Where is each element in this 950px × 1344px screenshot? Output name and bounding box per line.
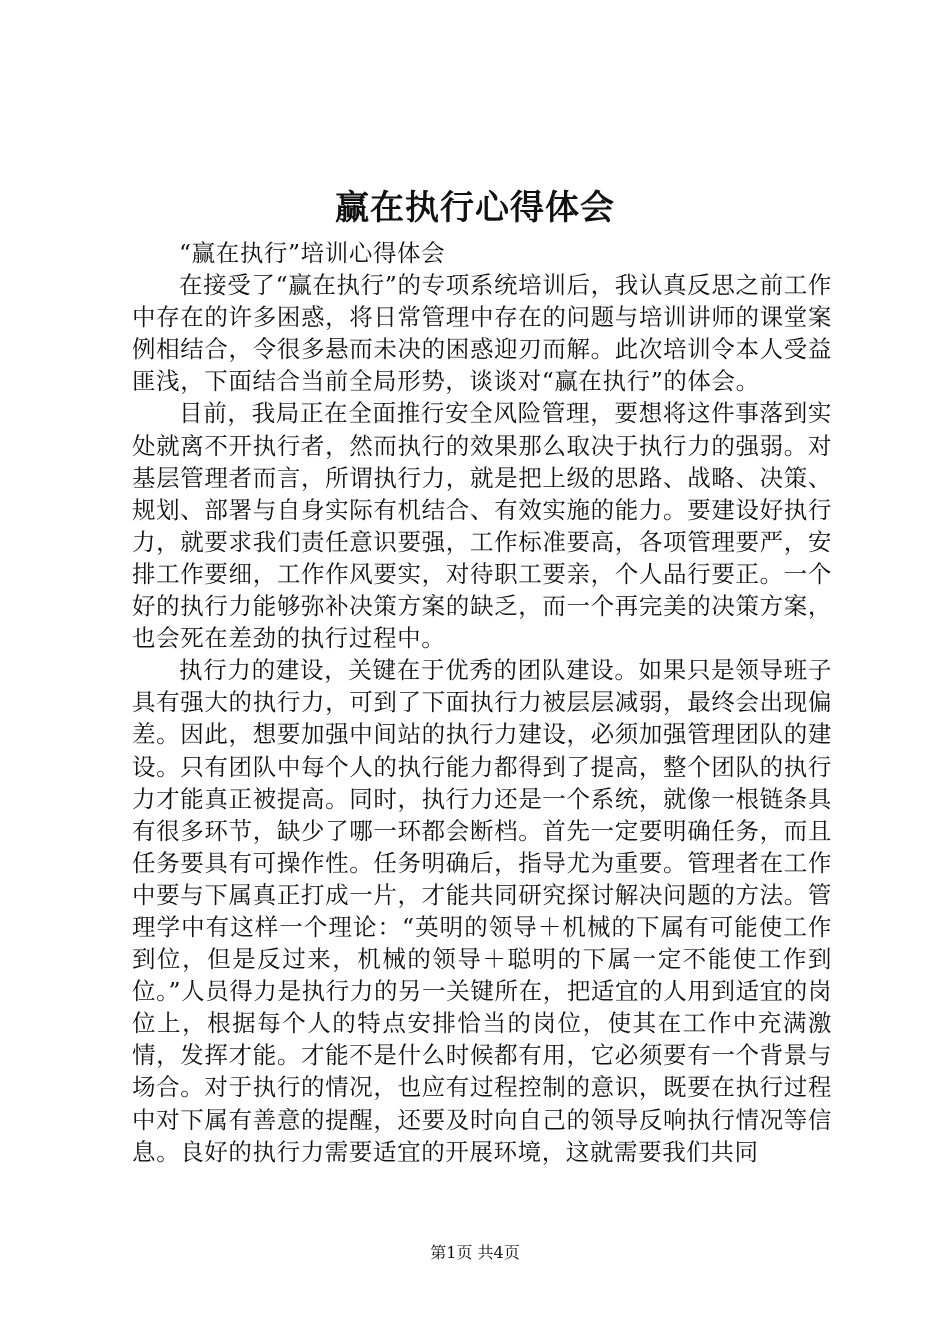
subtitle-paragraph: “赢在执行”培训心得体会 bbox=[179, 239, 446, 267]
body-paragraph: 目前，我局正在全面推行安全风险管理，要想将这件事落到实处就离不开执行者，然而执行的效果那么取决于执行力的强弱。对基层管理者而言，所谓执行力，就是把上级的思路、战略、决策、规划、部署与自身实际有机结合、有效实施的能力。要建设好执行力，就要求我们责任意识要强，工作标准要高，各项管理要严，安排工作要细，工作作风要实，对待职工要亲，个人品行要正。一个好的执行力能够弥补决策方案的缺乏，而一个再完美的决策方案，也会死在差劲的执行过程中。 bbox=[132, 399, 832, 653]
page-number-footer: 第1页 共4页 bbox=[430, 1243, 520, 1262]
body-paragraph: 执行力的建设，关键在于优秀的团队建设。如果只是领导班子具有强大的执行力，可到了下面执行力被层层减弱，最终会出现偏差。因此，想要加强中间站的执行力建设，必须加强管理团队的建设。只有团队中每个人的执行能力都得到了提高，整个团队的执行力才能真正被提高。同时，执行力还是一个系统，就像一根链条具有很多环节，缺少了哪一环都会断档。首先一定要明确任务，而且任务要具有可操作性。任务明确后，指导尤为重要。管理者在工作中要与下属真正打成一片，才能共同研究探讨解决问题的方法。管理学中有这样一个理论：“英明的领导＋机械的下属有可能使工作到位，但是反过来，机械的领导＋聪明的下属一定不能使工作到位。”人员得力是执行力的另一关键所在，把适宜的人用到适宜的岗位上，根据每个人的特点安排恰当的岗位，使其在工作中充满激情，发挥才能。才能不是什么时候都有用，它必须要有一个背景与场合。对于执行的情况，也应有过程控制的意识，既要在执行过程中对下属有善意的提醒，还要及时向自己的领导反响执行情况等信息。良好的执行力需要适宜的开展环境，这就需要我们共同 bbox=[132, 656, 832, 1166]
document-body bbox=[132, 237, 832, 1168]
body-paragraph: 在接受了“赢在执行”的专项系统培训后，我认真反思之前工作中存在的许多困惑，将日常管理中存在的问题与培训讲师的课堂案例相结合，令很多悬而未决的困惑迎刃而解。此次培训令本人受益匪浅，下面结合当前全局形势，谈谈对“赢在执行”的体会。 bbox=[132, 271, 832, 396]
page-title: 赢在执行心得体会 bbox=[335, 188, 615, 228]
